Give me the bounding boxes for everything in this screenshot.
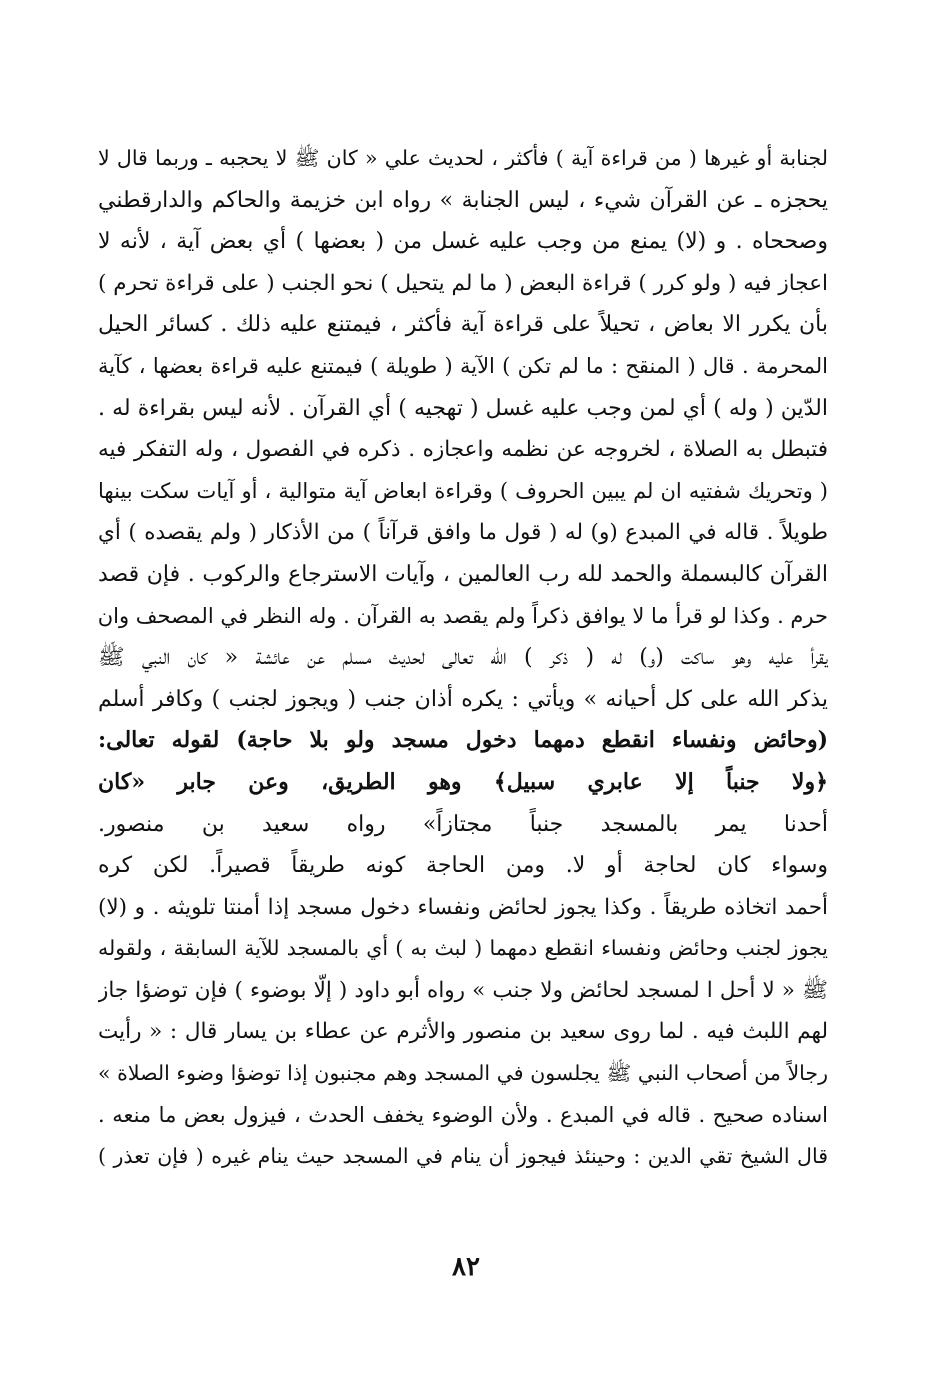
- text-line: القرآن كالبسملة والحمد لله رب العالمين ، وآيات الاسترجاع والركوب . فإن قصد: [98, 561, 828, 587]
- text-line: وسواء كان لحاجة أو لا. ومن الحاجة كونه طريقاً قصيراً. لكن كره: [98, 853, 828, 879]
- text-line: أحدنا يمر بالمسجد جنباً مجتازاً» رواه سعيد بن منصور.: [98, 811, 828, 837]
- text-line: اسناده صحيح . قاله في المبدع . ولأن الوضوء يخفف الحدث ، فيزول بعض ما منعه .: [98, 1102, 828, 1127]
- text-line: الدّين ( وله ) أي لمن وجب عليه غسل ( تهجيه ) أي القرآن . لأنه ليس بقراءة له .: [98, 395, 828, 421]
- text-line: يذكر الله على كل أحيانه » ويأتي : يكره أذان جنب ( ويجوز لجنب ) وكافر أسلم: [98, 686, 828, 712]
- text-line: يجوز لجنب وحائض ونفساء انقطع دمهما ( لبث به ) أي بالمسجد للآية السابقة ، ولقوله: [98, 936, 828, 961]
- text-line: فتبطل به الصلاة ، لخروجه عن نظمه واعجازه . ذكره في الفصول ، وله التفكر فيه: [98, 437, 828, 463]
- text-line: وصححاه . و (لا) يمنع من وجب عليه غسل من ( بعضها ) أي بعض آية ، لأنه لا: [98, 229, 828, 255]
- text-line: طويلاً . قاله في المبدع (و) له ( قول ما وافق قرآناً ) من الأذكار ( ولم يقصده ) أي: [98, 520, 828, 546]
- text-line: يحجزه ـ عن القرآن شيء ، ليس الجنابة » رواه ابن خزيمة والحاكم والدارقطني: [98, 187, 828, 213]
- page-number: ٨٢: [452, 1252, 480, 1282]
- text-line: رجالاً من أصحاب النبي ﷺ يجلسون في المسجد وهم مجنبون إذا توضؤا وضوء الصلاة »: [98, 1061, 828, 1086]
- text-line: (وحائض ونفساء انقطع دمهما دخول مسجد ولو بلا حاجة) لقوله تعالى:: [98, 727, 828, 754]
- text-line: يقرأ عليه وهو ساكت (و) له ( ذكر ) الله تعالى لحديث مسلم عن عائشة « كان النبي ﷺ: [98, 645, 828, 671]
- text-line: أحمد اتخاذه طريقاً . وكذا يجوز لحائض ونفساء دخول مسجد إذا أمنتا تلويثه . و (لا): [98, 894, 828, 920]
- text-line: المحرمة . قال ( المنقح : ما لم تكن ) الآية ( طويلة ) فيمتنع عليه قراءة بعضها ، كآية: [98, 353, 828, 378]
- text-line: ﷺ « لا أحل ا لمسجد لحائض ولا جنب » رواه أبو داود ( إلّا بوضوء ) فإن توضؤا جاز: [98, 977, 828, 1003]
- body-text: [98, 138, 828, 1178]
- text-line: حرم . وكذا لو قرأ ما لا يوافق ذكراً ولم يقصد به القرآن . وله النظر في المصحف وان: [98, 603, 828, 628]
- text-line: قال الشيخ تقي الدين : وحينئذ فيجوز أن ينام في المسجد حيث ينام غيره ( فإن تعذر ): [98, 1144, 828, 1169]
- text-line: ( وتحريك شفتيه ان لم يبين الحروف ) وقراءة ابعاض آية متوالية ، أو آيات سكت بينها: [98, 478, 828, 503]
- text-line: لهم اللبث فيه . لما روى سعيد بن منصور والأثرم عن عطاء بن يسار قال : « رأيت: [98, 1019, 828, 1045]
- text-line: لجنابة أو غيرها ( من قراءة آية ) فأكثر ، لحديث علي « كان ﷺ لا يحجبه ـ وربما قال لا: [98, 146, 828, 170]
- text-line: اعجاز فيه ( ولو كرر ) قراءة البعض ( ما لم يتحيل ) نحو الجنب ( على قراءة تحرم ): [98, 270, 828, 296]
- text-line: ﴿ولا جنباً إلا عابري سبيل﴾ وهو الطريق، وعن جابر «كان: [98, 768, 828, 795]
- text-line: بأن يكرر الا بعاض ، تحيلاً على قراءة آية فأكثر ، فيمتنع عليه ذلك . كسائر الحيل: [98, 312, 828, 338]
